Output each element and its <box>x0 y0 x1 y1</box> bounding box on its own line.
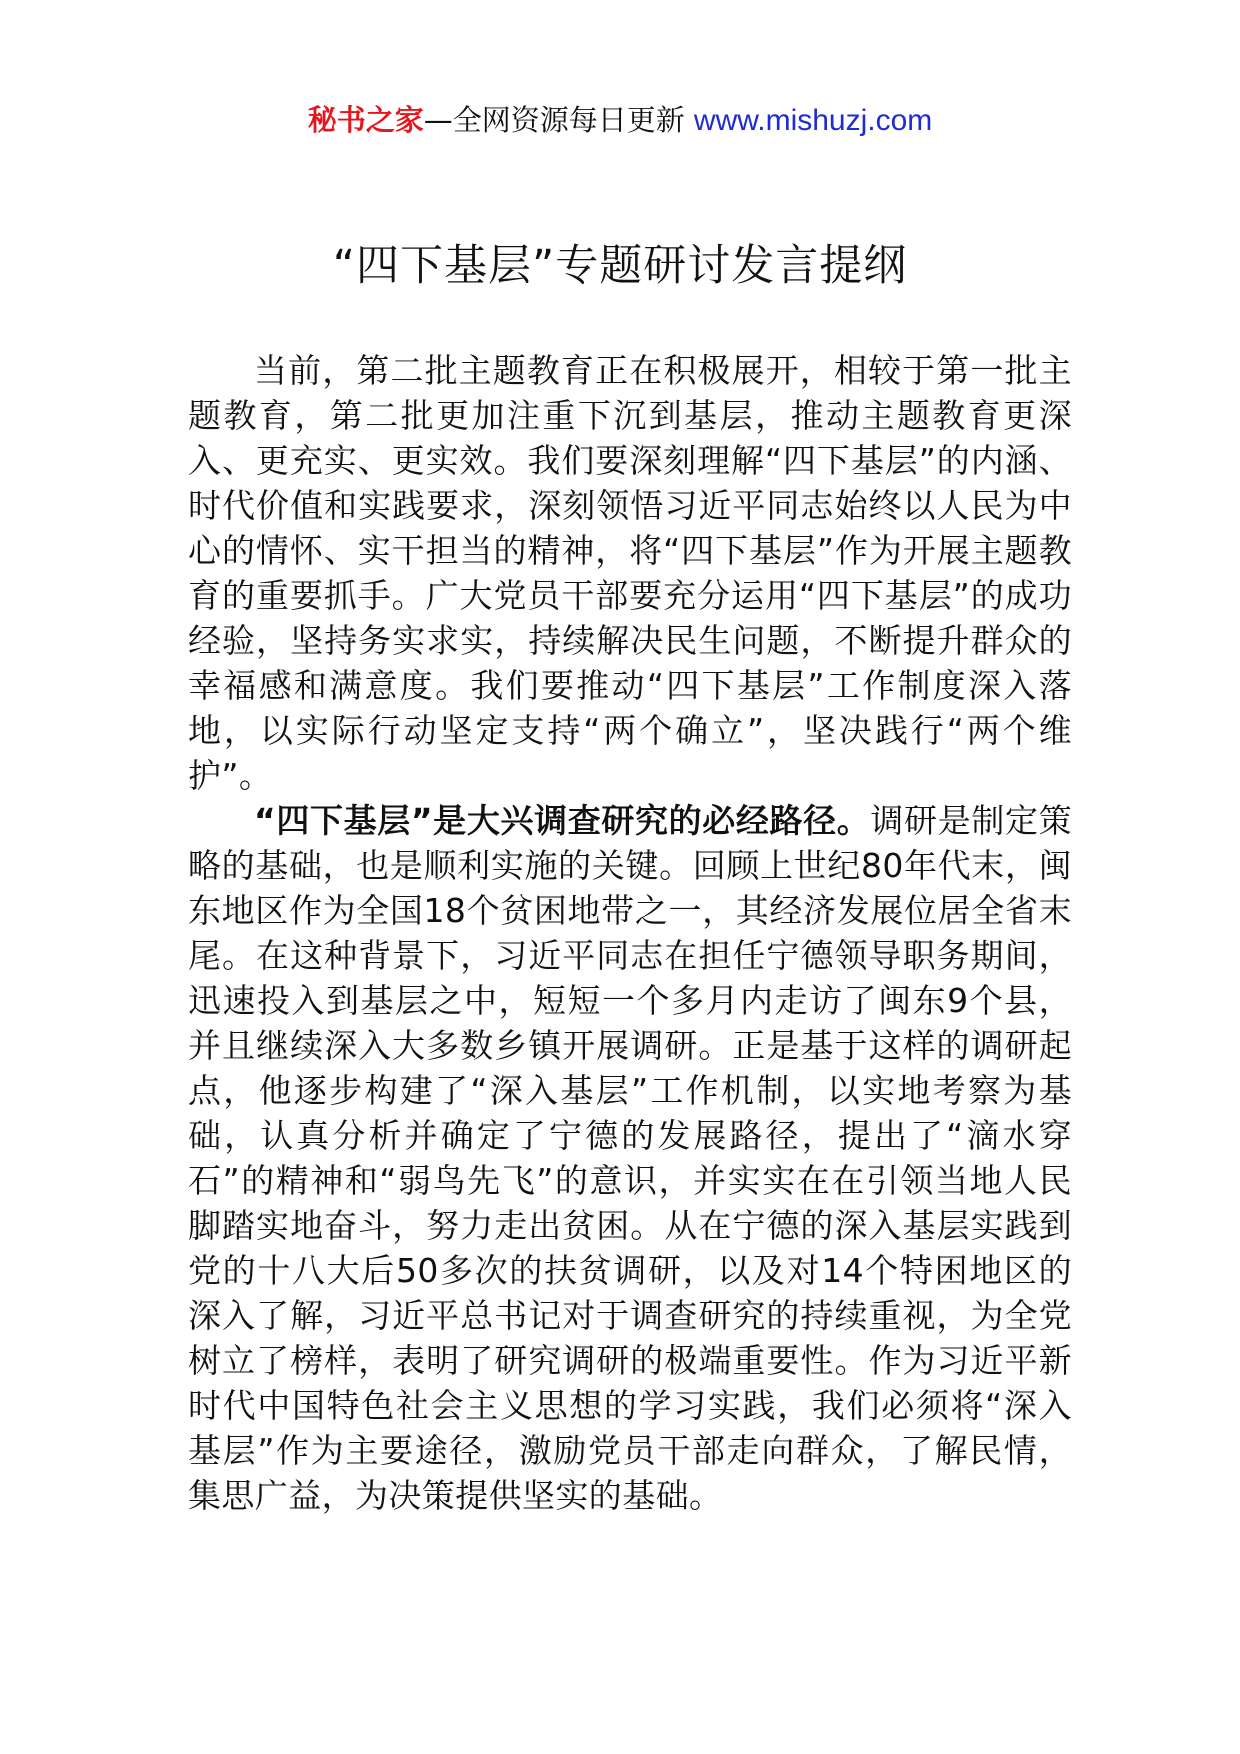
paragraph-text: 当前，第二批主题教育正在积极展开，相较于第一批主题教育，第二批更加注重下沉到基层，推动主题教育更深入、更充实、更实效。我们要深刻理解“四下基层”的内涵、时代价值和实践要求，深刻领悟习近平同志始终以人民为中心的情怀、实干担当的精神，将“四下基层”作为开展主题教育的重要抓手。广大党员干部要充分运用“四下基层”的成功经验，坚持务实求实，持续解决民生问题，不断提升群众的幸福感和满意度。我们要推动“四下基层”工作制度深入落地，以实际行动坚定支持“两个确立”，坚决践行“两个维护”。 <box>188 351 1072 795</box>
site-url-link[interactable]: www.mishuzj.com <box>693 104 933 137</box>
paragraph-text: 调研是制定策略的基础，也是顺利实施的关键。回顾上世纪80年代末，闽东地区作为全国18个贫困地带之一，其经济发展位居全省末尾。在这种背景下，习近平同志在担任宁德领导职务期间，迅速投入到基层之中，短短一个多月内走访了闽东9个县，并且继续深入大多数乡镇开展调研。正是基于这样的调研起点，他逐步构建了“深入基层”工作机制，以实地考察为基础，认真分析并确定了宁德的发展路径，提出了“滴水穿石”的精神和“弱鸟先飞”的意识，并实实在在引领当地人民脚踏实地奋斗，努力走出贫困。从在宁德的深入基层实践到党的十八大后50多次的扶贫调研，以及对14个特困地区的深入了解，习近平总书记对于调查研究的持续重视，为全党树立了榜样，表明了研究调研的极端重要性。作为习近平新时代中国特色社会主义思想的学习实践，我们必须将“深入基层”作为主要途径，激励党员干部走向群众，了解民情，集思广益，为决策提供坚实的基础。 <box>188 801 1072 1515</box>
brand-name: 秘书之家 <box>307 103 424 137</box>
paragraph-section-one <box>188 798 1072 1518</box>
paragraph-intro <box>188 348 1072 798</box>
document-title: “四下基层”专题研讨发言提纲 <box>332 241 908 291</box>
site-header <box>0 100 1240 141</box>
header-tagline: —全网资源每日更新 <box>423 103 694 137</box>
paragraph-lead-heading: “四下基层”是大兴调查研究的必经路径。 <box>254 801 871 840</box>
document-body <box>188 348 1072 1518</box>
